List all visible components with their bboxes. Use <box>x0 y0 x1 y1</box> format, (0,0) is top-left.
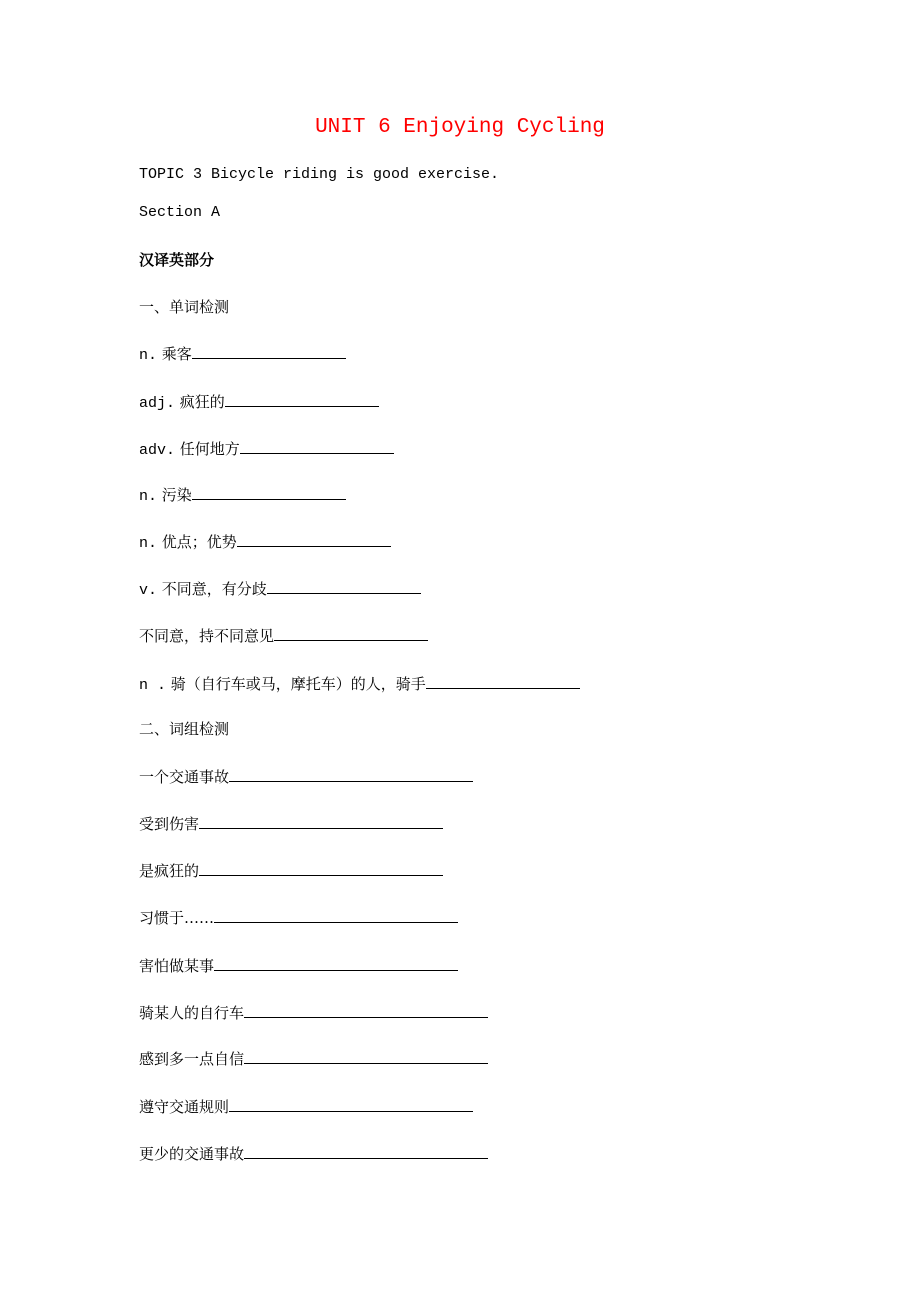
phrase-item <box>139 1142 488 1165</box>
answer-blank[interactable] <box>267 577 421 594</box>
vocab-item <box>139 342 346 367</box>
answer-blank[interactable] <box>244 1047 488 1064</box>
vocab-item-text: 任何地方 <box>179 440 240 458</box>
topic-line: TOPIC 3 Bicycle riding is good exercise. <box>139 166 500 183</box>
vocab-item <box>139 437 394 462</box>
phrase-item-text: 是疯狂的 <box>139 862 200 880</box>
vocab-item-text: 骑（自行车或马，摩托车）的人，骑手 <box>170 675 426 693</box>
vocab-item <box>139 390 379 415</box>
phrase-item <box>139 859 443 882</box>
vocab-item-text: 疯狂的 <box>179 393 225 411</box>
phrase-item <box>139 812 443 835</box>
phrase-item <box>139 1001 488 1024</box>
vocab-item-prefix: adj. <box>139 395 176 412</box>
phrase-heading: 二、词组检测 <box>139 720 230 738</box>
phrase-item-text: 受到伤害 <box>139 815 200 833</box>
vocab-item-text: 乘客 <box>161 345 192 363</box>
vocab-item-prefix: n. <box>139 535 158 552</box>
vocab-item <box>139 483 346 508</box>
answer-blank[interactable] <box>274 624 428 641</box>
section-label: Section A <box>139 204 221 221</box>
answer-blank[interactable] <box>237 530 391 547</box>
phrase-item-text: 害怕做某事 <box>139 957 215 975</box>
vocab-item-text: 不同意，持不同意见 <box>139 627 275 645</box>
vocab-item-text: 不同意，有分歧 <box>161 580 267 598</box>
answer-blank[interactable] <box>244 1001 488 1018</box>
vocab-item-prefix: n . <box>139 677 167 694</box>
phrase-item <box>139 765 473 788</box>
answer-blank[interactable] <box>229 1095 473 1112</box>
vocab-item-text: 优点；优势 <box>161 533 237 551</box>
phrase-item <box>139 954 458 977</box>
answer-blank[interactable] <box>192 342 346 359</box>
vocab-item <box>139 577 421 602</box>
answer-blank[interactable] <box>199 812 443 829</box>
vocab-heading: 一、单词检测 <box>139 298 230 316</box>
vocab-item-prefix: n. <box>139 347 158 364</box>
phrase-item <box>139 1095 473 1118</box>
vocab-item-text: 污染 <box>161 486 192 504</box>
answer-blank[interactable] <box>192 483 346 500</box>
answer-blank[interactable] <box>199 859 443 876</box>
vocab-item-prefix: n. <box>139 488 158 505</box>
phrase-item-text: 一个交通事故 <box>139 768 230 786</box>
vocab-item <box>139 624 428 647</box>
vocab-item-prefix: v. <box>139 582 158 599</box>
part-heading: 汉译英部分 <box>139 251 215 269</box>
vocab-item-prefix: adv. <box>139 442 176 459</box>
phrase-item-text: 骑某人的自行车 <box>139 1004 245 1022</box>
answer-blank[interactable] <box>426 672 580 689</box>
answer-blank[interactable] <box>225 390 379 407</box>
phrase-item-text: 习惯于…… <box>139 909 215 927</box>
document-title: UNIT 6 Enjoying Cycling <box>315 116 605 139</box>
answer-blank[interactable] <box>244 1142 488 1159</box>
phrase-item <box>139 906 458 929</box>
phrase-item-text: 遵守交通规则 <box>139 1098 230 1116</box>
answer-blank[interactable] <box>229 765 473 782</box>
phrase-item-text: 更少的交通事故 <box>139 1145 245 1163</box>
answer-blank[interactable] <box>214 954 458 971</box>
vocab-item <box>139 672 580 697</box>
answer-blank[interactable] <box>240 437 394 454</box>
vocab-item <box>139 530 391 555</box>
answer-blank[interactable] <box>214 906 458 923</box>
phrase-item <box>139 1047 488 1070</box>
phrase-item-text: 感到多一点自信 <box>139 1050 245 1068</box>
